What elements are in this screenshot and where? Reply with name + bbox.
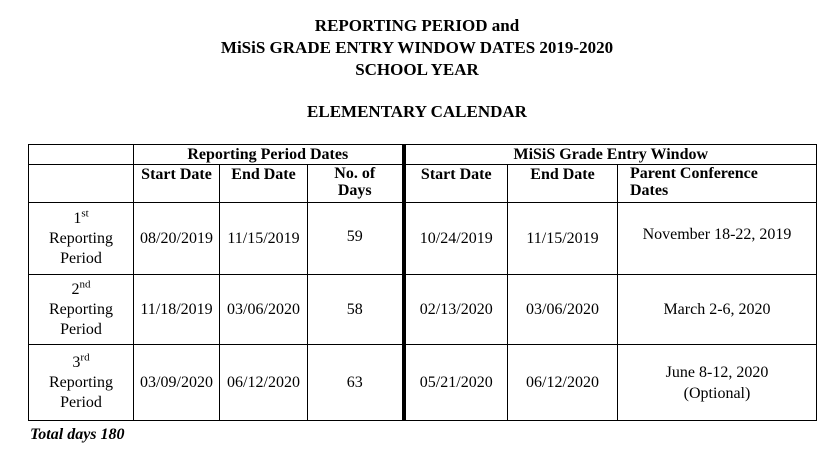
days-cell: 63 (308, 345, 404, 421)
days-header: No. of Days (308, 165, 404, 203)
start-date-cell: 03/09/2020 (134, 345, 220, 421)
parent-conference-header: Parent Conference Dates (618, 165, 817, 203)
days-cell: 58 (308, 275, 404, 345)
conference-cell: June 8-12, 2020 (Optional) (618, 345, 817, 421)
days-cell: 59 (308, 203, 404, 275)
reporting-period-table (28, 144, 817, 421)
end-date-header: End Date (220, 165, 308, 203)
table-row (29, 345, 817, 421)
end-date-cell: 11/15/2019 (220, 203, 308, 275)
misis-grade-entry-header: MiSiS Grade Entry Window (404, 145, 817, 165)
title-line-3: SCHOOL YEAR (355, 60, 479, 79)
misis-start-cell: 02/13/2020 (404, 275, 508, 345)
period-label: 3rd Reporting Period (29, 345, 134, 421)
period-label: 2nd Reporting Period (29, 275, 134, 345)
title-line-1: REPORTING PERIOD and (314, 16, 520, 35)
reporting-period-dates-header: Reporting Period Dates (134, 145, 404, 165)
conference-note: (Optional) (683, 384, 751, 402)
end-date-cell: 03/06/2020 (220, 275, 308, 345)
misis-start-date-header: Start Date (404, 165, 508, 203)
period-label: 1st Reporting Period (29, 203, 134, 275)
calendar-heading: ELEMENTARY CALENDAR (307, 102, 527, 121)
total-days: Total days 180 (30, 426, 125, 443)
conference-cell: March 2-6, 2020 (618, 275, 817, 345)
table-row (29, 275, 817, 345)
misis-end-date-header: End Date (508, 165, 618, 203)
table-row (29, 203, 817, 275)
corner-cell (29, 145, 134, 165)
start-date-cell: 08/20/2019 (134, 203, 220, 275)
misis-end-cell: 11/15/2019 (508, 203, 618, 275)
title-line-2: MiSiS GRADE ENTRY WINDOW DATES 2019-2020 (220, 38, 614, 57)
start-date-cell: 11/18/2019 (134, 275, 220, 345)
start-date-header: Start Date (134, 165, 220, 203)
label-header-cell (29, 165, 134, 203)
misis-start-cell: 10/24/2019 (404, 203, 508, 275)
misis-end-cell: 06/12/2020 (508, 345, 618, 421)
misis-end-cell: 03/06/2020 (508, 275, 618, 345)
misis-start-cell: 05/21/2020 (404, 345, 508, 421)
conference-cell: November 18-22, 2019 (618, 203, 817, 275)
end-date-cell: 06/12/2020 (220, 345, 308, 421)
